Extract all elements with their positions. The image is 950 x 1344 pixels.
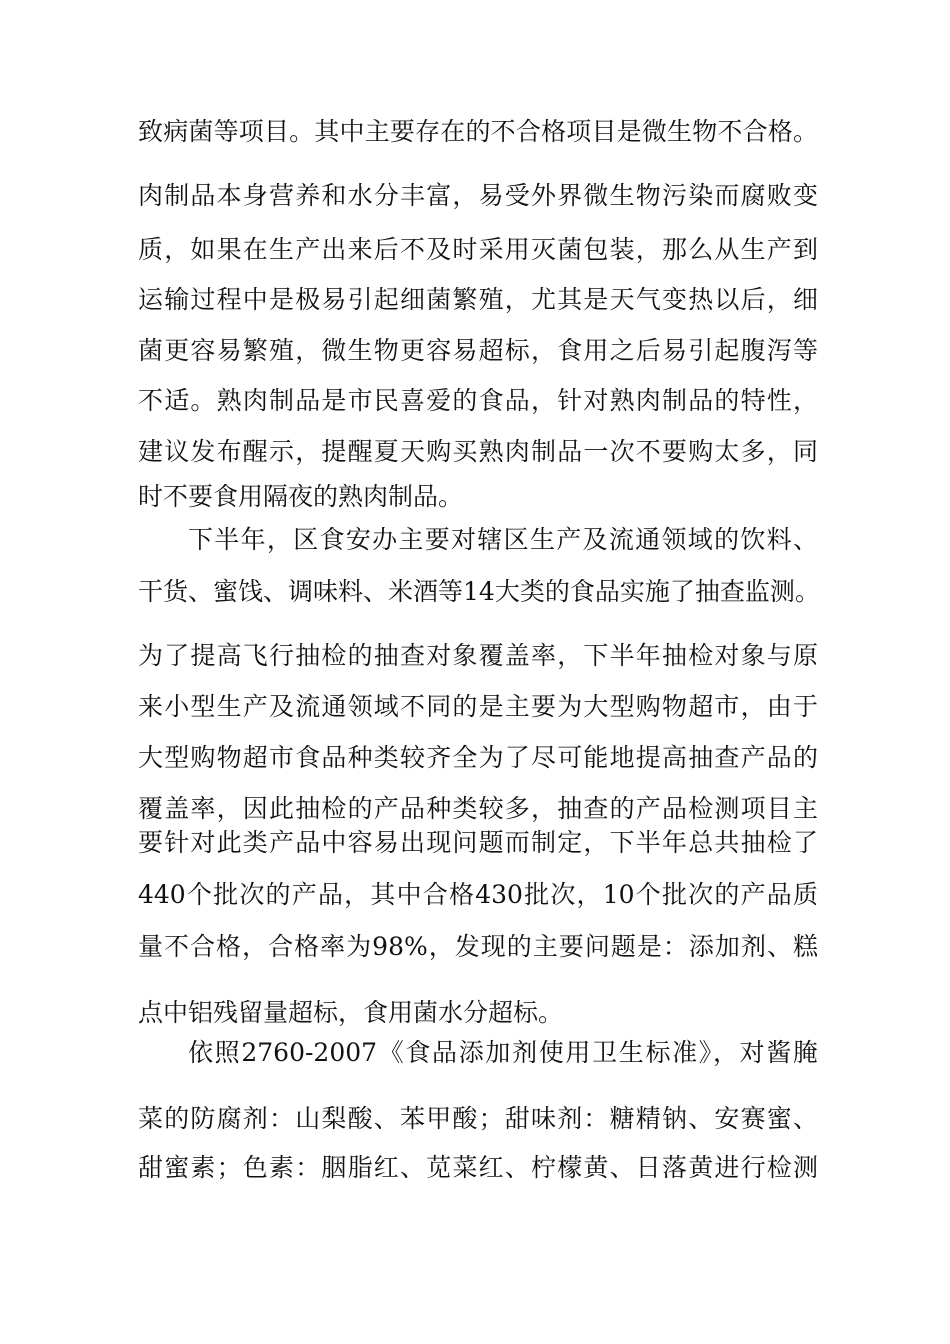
text-line: 质，如果在生产出来后不及时采用灭菌包装，那么从生产到 [138, 235, 818, 264]
text-line: 覆盖率，因此抽检的产品种类较多，抽查的产品检测项目主 [138, 794, 818, 823]
text-line: 440个批次的产品，其中合格430批次，10个批次的产品质 [138, 880, 818, 909]
text-line: 点中铝残留量超标，食用菌水分超标。 [138, 998, 564, 1027]
text-line: 致病菌等项目。其中主要存在的不合格项目是微生物不合格。 [138, 117, 818, 146]
text-line: 大型购物超市食品种类较齐全为了尽可能地提高抽查产品的 [138, 743, 818, 772]
text-line: 干货、蜜饯、调味料、米酒等14大类的食品实施了抽查监测。 [138, 577, 820, 606]
text-line: 菜的防腐剂：山梨酸、苯甲酸；甜味剂：糖精钠、安赛蜜、 [138, 1104, 818, 1133]
text-line: 运输过程中是极易引起细菌繁殖，尤其是天气变热以后，细 [138, 285, 818, 314]
text-line: 肉制品本身营养和水分丰富，易受外界微生物污染而腐败变 [138, 181, 818, 210]
text-line: 依照2760-2007《食品添加剂使用卫生标准》，对酱腌 [188, 1038, 818, 1067]
text-line: 时不要食用隔夜的熟肉制品。 [138, 482, 464, 511]
text-line: 量不合格，合格率为98%，发现的主要问题是：添加剂、糕 [138, 932, 818, 961]
text-line: 为了提高飞行抽检的抽查对象覆盖率，下半年抽检对象与原 [138, 641, 818, 670]
text-line: 来小型生产及流通领域不同的是主要为大型购物超市，由于 [138, 692, 818, 721]
text-line: 菌更容易繁殖，微生物更容易超标，食用之后易引起腹泻等 [138, 336, 818, 365]
text-line: 要针对此类产品中容易出现问题而制定，下半年总共抽检了 [138, 828, 818, 857]
text-line: 建议发布醒示，提醒夏天购买熟肉制品一次不要购太多，同 [138, 437, 818, 466]
text-line: 下半年，区食安办主要对辖区生产及流通领域的饮料、 [188, 525, 818, 554]
text-line: 不适。熟肉制品是市民喜爱的食品，针对熟肉制品的特性， [138, 386, 818, 415]
text-line: 甜蜜素；色素：胭脂红、苋菜红、柠檬黄、日落黄进行检测 [138, 1153, 818, 1182]
